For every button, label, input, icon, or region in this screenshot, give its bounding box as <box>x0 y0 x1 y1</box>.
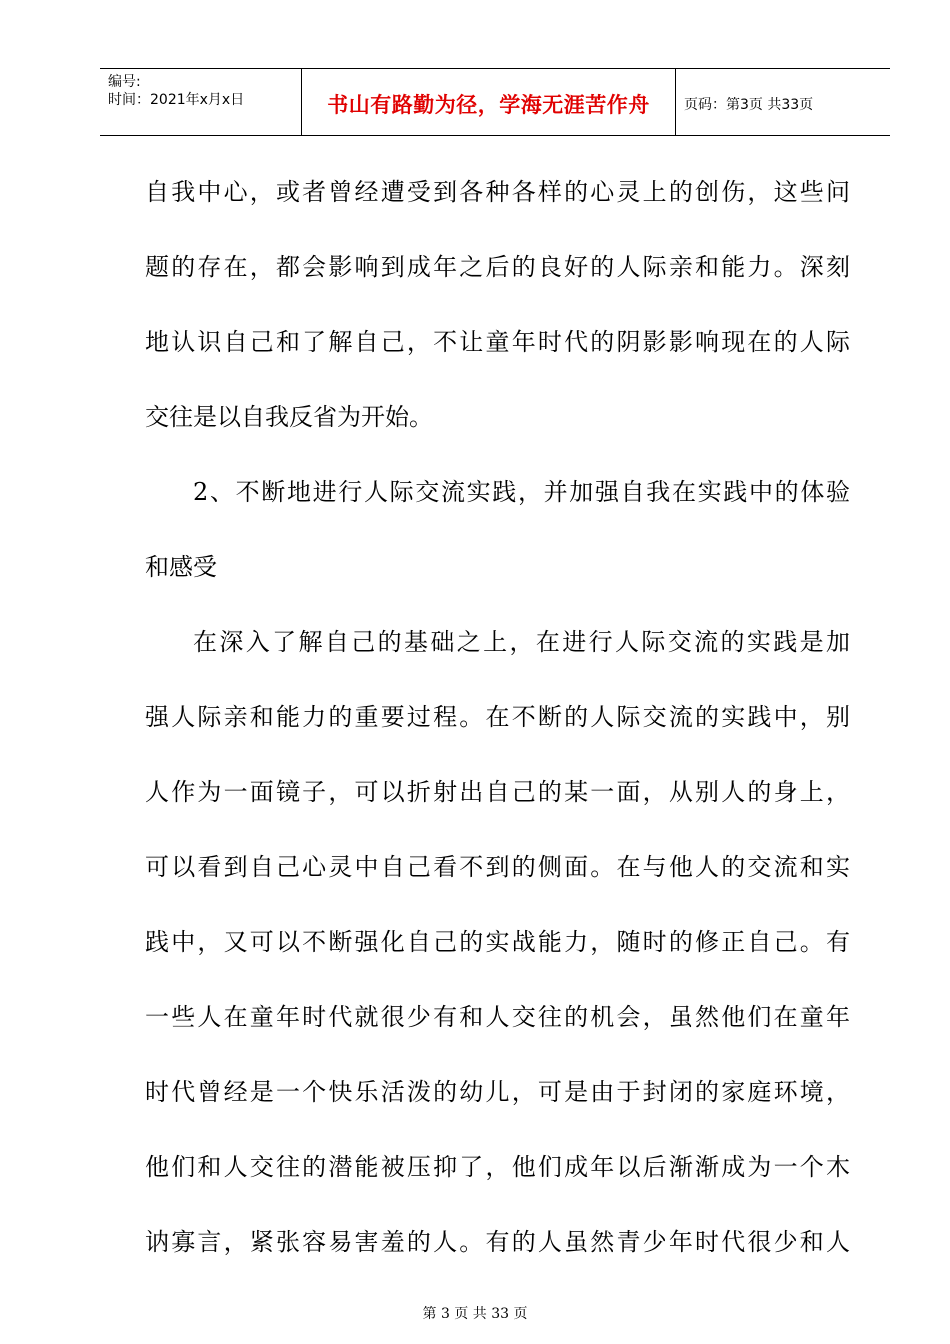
body-line: 一些人在童年时代就很少有和人交往的机会，虽然他们在童年 <box>145 1003 850 1031</box>
time-label: 时间：2021年x月x日 <box>108 92 245 108</box>
header-motto: 书山有路勤为径，学海无涯苦作舟 <box>327 93 650 117</box>
body-line: 他们和人交往的潜能被压抑了，他们成年以后渐渐成为一个木 <box>145 1153 850 1181</box>
header-page-info: 页码：第3页 共33页 <box>684 97 814 113</box>
page-header <box>100 68 890 136</box>
body-line: 讷寡言，紧张容易害羞的人。有的人虽然青少年时代很少和人 <box>145 1228 850 1256</box>
body-line: 交往是以自我反省为开始。 <box>145 403 433 431</box>
section-heading-line: 和感受 <box>145 553 217 581</box>
header-motto-cell <box>302 69 676 135</box>
section-heading-line: 2、不断地进行人际交流实践，并加强自我在实践中的体验 <box>193 478 850 506</box>
footer-page-number: 第 3 页 共 33 页 <box>422 1306 528 1322</box>
body-line: 自我中心，或者曾经遭受到各种各样的心灵上的创伤，这些问 <box>145 178 850 206</box>
serial-label: 编号: <box>108 74 141 90</box>
body-line: 题的存在，都会影响到成年之后的良好的人际亲和能力。深刻 <box>145 253 850 281</box>
body-line: 在深入了解自己的基础之上，在进行人际交流的实践是加 <box>193 628 850 656</box>
body-line: 时代曾经是一个快乐活泼的幼儿，可是由于封闭的家庭环境， <box>145 1078 850 1106</box>
body-line: 践中，又可以不断强化自己的实战能力，随时的修正自己。有 <box>145 928 850 956</box>
body-line: 人作为一面镜子，可以折射出自己的某一面，从别人的身上， <box>145 778 850 806</box>
body-line: 强人际亲和能力的重要过程。在不断的人际交流的实践中，别 <box>145 703 850 731</box>
header-meta <box>100 69 302 135</box>
body-line: 地认识自己和了解自己，不让童年时代的阴影影响现在的人际 <box>145 328 850 356</box>
document-body <box>145 155 850 1280</box>
body-line: 可以看到自己心灵中自己看不到的侧面。在与他人的交流和实 <box>145 853 850 881</box>
page-footer <box>0 1303 950 1323</box>
header-page-info-cell <box>676 69 890 135</box>
